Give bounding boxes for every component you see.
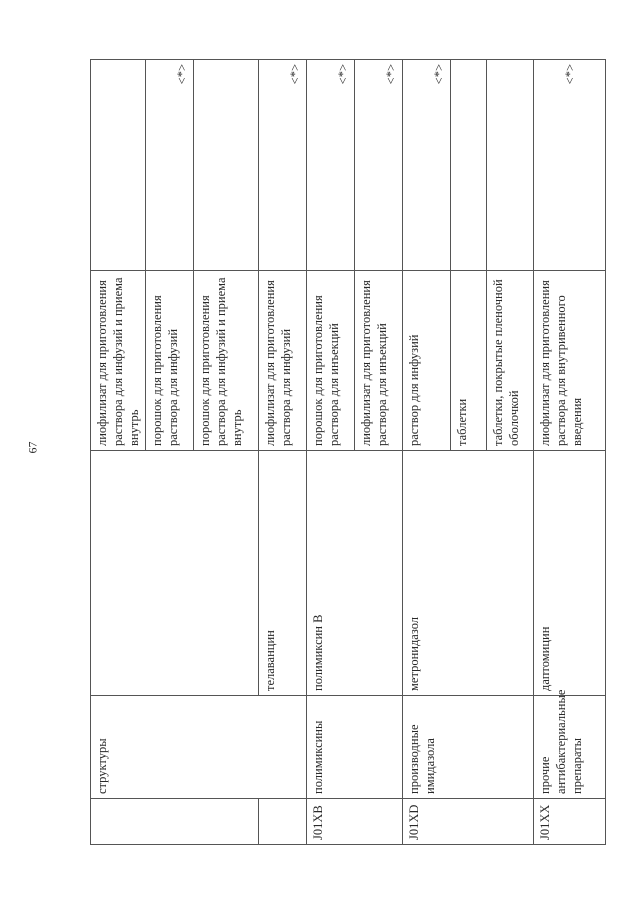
mark-cell (307, 60, 355, 271)
mark-cell (146, 60, 194, 271)
table-row (91, 60, 146, 845)
mark-cell (403, 60, 451, 271)
mark-text: <*> (336, 64, 350, 85)
form-cell: лиофилизат для приготовления раствора для инфузий (259, 271, 307, 451)
drug-table-container (90, 60, 584, 845)
atc-code-cell: J01XX (534, 799, 606, 845)
drug-table (90, 59, 606, 845)
group-cell: полимиксины (307, 696, 403, 799)
form-cell: лиофилизат для приготовления раствора для внутривенного введения (534, 271, 606, 451)
mark-cell (355, 60, 403, 271)
drug-cell: телаванцин (259, 451, 307, 696)
mark-text: <*> (288, 64, 302, 85)
form-cell: порошок для приготовления раствора для инъекций (307, 271, 355, 451)
table-row (403, 60, 451, 845)
form-cell: лиофилизат для приготовления раствора для инфузий и приема внутрь (91, 271, 146, 451)
table-row (307, 60, 355, 845)
drug-cell: даптомицин (534, 451, 606, 696)
form-cell: лиофилизат для приготовления раствора для инъекций (355, 271, 403, 451)
mark-cell (451, 60, 487, 271)
mark-cell (534, 60, 606, 271)
page-number: 67 (25, 441, 40, 454)
group-cell: прочие антибактериальные препараты (534, 696, 606, 799)
mark-text: <*> (384, 64, 398, 85)
atc-code-cell (259, 799, 307, 845)
drug-cell: полимиксин В (307, 451, 403, 696)
form-cell: таблетки (451, 271, 487, 451)
form-cell: порошок для приготовления раствора для инфузий (146, 271, 194, 451)
atc-code-cell (91, 799, 259, 845)
mark-cell (487, 60, 534, 271)
form-cell: порошок для приготовления раствора для инфузий и приема внутрь (194, 271, 259, 451)
group-cell: структуры (91, 696, 307, 799)
group-cell: производные имидазола (403, 696, 534, 799)
drug-cell (91, 451, 259, 696)
mark-text: <*> (175, 64, 189, 85)
drug-cell: метронидазол (403, 451, 534, 696)
mark-cell (194, 60, 259, 271)
form-cell: раствор для инфузий (403, 271, 451, 451)
atc-code-cell: J01XB (307, 799, 403, 845)
atc-code-cell: J01XD (403, 799, 534, 845)
mark-text: <*> (563, 64, 577, 85)
mark-cell (259, 60, 307, 271)
table-row (534, 60, 606, 845)
form-cell: таблетки, покрытые пленочной оболочкой (487, 271, 534, 451)
mark-cell (91, 60, 146, 271)
mark-text: <*> (432, 64, 446, 85)
